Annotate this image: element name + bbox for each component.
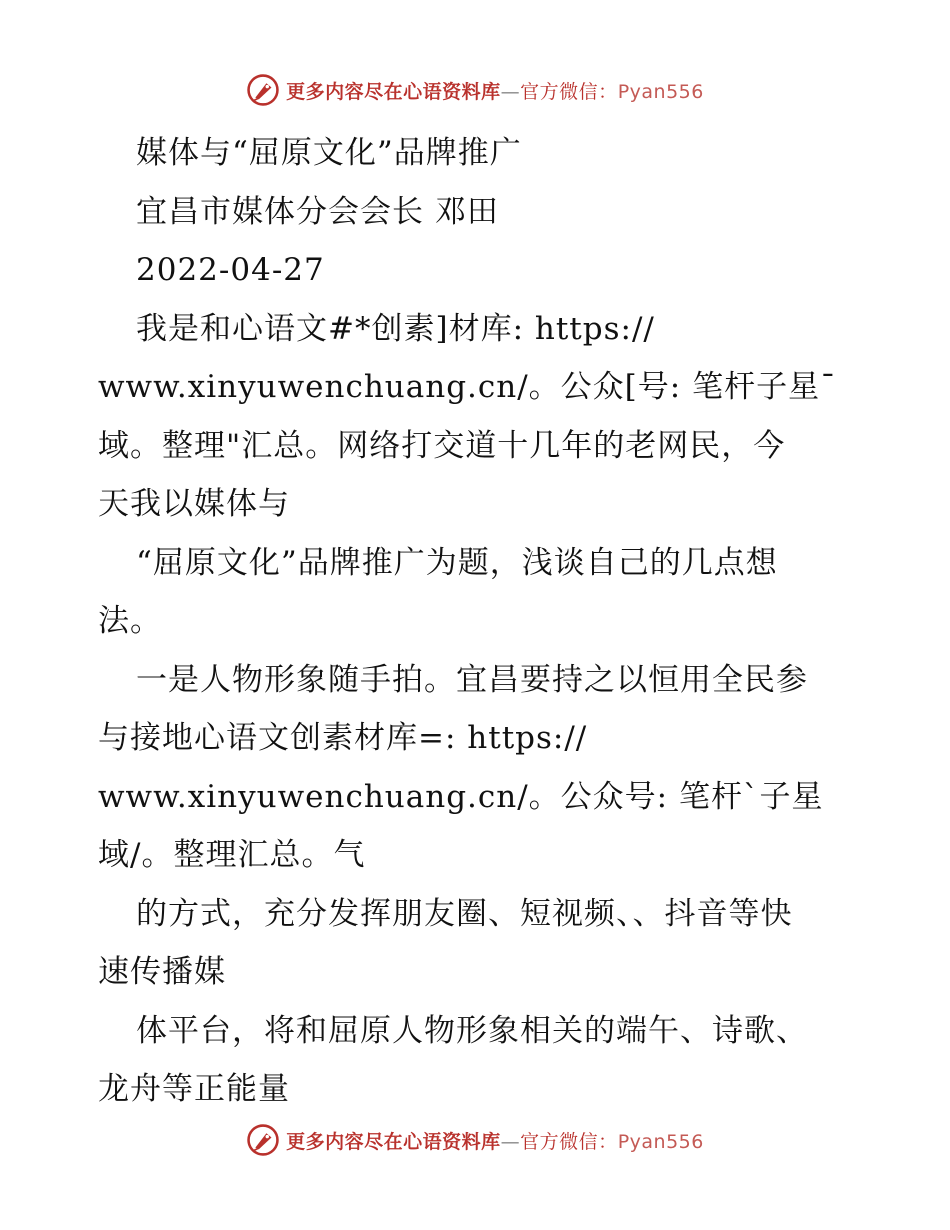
pen-nib-logo-icon bbox=[246, 73, 280, 107]
paragraph-line: 天我以媒体与 bbox=[98, 486, 290, 522]
paragraph-line: 与接地心语文创素材库=: https:// bbox=[98, 720, 588, 756]
paragraph-line: 域/。整理汇总。气 bbox=[98, 837, 366, 873]
paragraph-line: www.xinyuwenchuang.cn/。公众[号: 笔杆子星¯ bbox=[98, 369, 837, 405]
banner-wechat-id: Pyan556 bbox=[617, 1130, 704, 1153]
header-banner bbox=[0, 70, 950, 110]
document-body bbox=[98, 124, 868, 1119]
banner-separator: — bbox=[500, 80, 521, 103]
paragraph-line: 域。整理"汇总。网络打交道十几年的老网民，今 bbox=[98, 427, 786, 464]
paragraph-line: 龙舟等正能量 bbox=[98, 1071, 290, 1107]
banner-title: 更多内容尽在心语资料库 bbox=[286, 1130, 501, 1153]
banner-text bbox=[286, 1127, 704, 1154]
doc-author: 宜昌市媒体分会会长 邓田 bbox=[136, 193, 499, 230]
banner-text bbox=[286, 77, 704, 104]
paragraph-line: “屈原文化”品牌推广为题，浅谈自己的几点想 bbox=[136, 544, 778, 581]
pen-nib-logo-icon bbox=[246, 1123, 280, 1157]
banner-title: 更多内容尽在心语资料库 bbox=[286, 80, 501, 103]
paragraph-line: 的方式，充分发挥朋友圈、短视频、、抖音等快 bbox=[136, 895, 793, 932]
banner-separator: — bbox=[500, 1130, 521, 1153]
doc-date: 2022-04-27 bbox=[136, 252, 325, 288]
paragraph-line: 我是和心语文#*创素]材库: https:// bbox=[136, 310, 655, 347]
paragraph-line: 速传播媒 bbox=[98, 954, 226, 990]
banner-wechat-label: 官方微信： bbox=[520, 80, 618, 103]
banner-wechat-label: 官方微信： bbox=[520, 1130, 618, 1153]
doc-title: 媒体与“屈原文化”品牌推广 bbox=[136, 135, 522, 171]
footer-banner bbox=[0, 1120, 950, 1160]
banner-wechat-id: Pyan556 bbox=[617, 80, 704, 103]
paragraph-line: 体平台，将和屈原人物形象相关的端午、诗歌、 bbox=[136, 1012, 808, 1049]
paragraph-line: www.xinyuwenchuang.cn/。公众号: 笔杆`子星 bbox=[98, 778, 824, 815]
paragraph-line: 法。 bbox=[98, 603, 162, 639]
paragraph-line: 一是人物形象随手拍。宜昌要持之以恒用全民参 bbox=[136, 661, 808, 698]
